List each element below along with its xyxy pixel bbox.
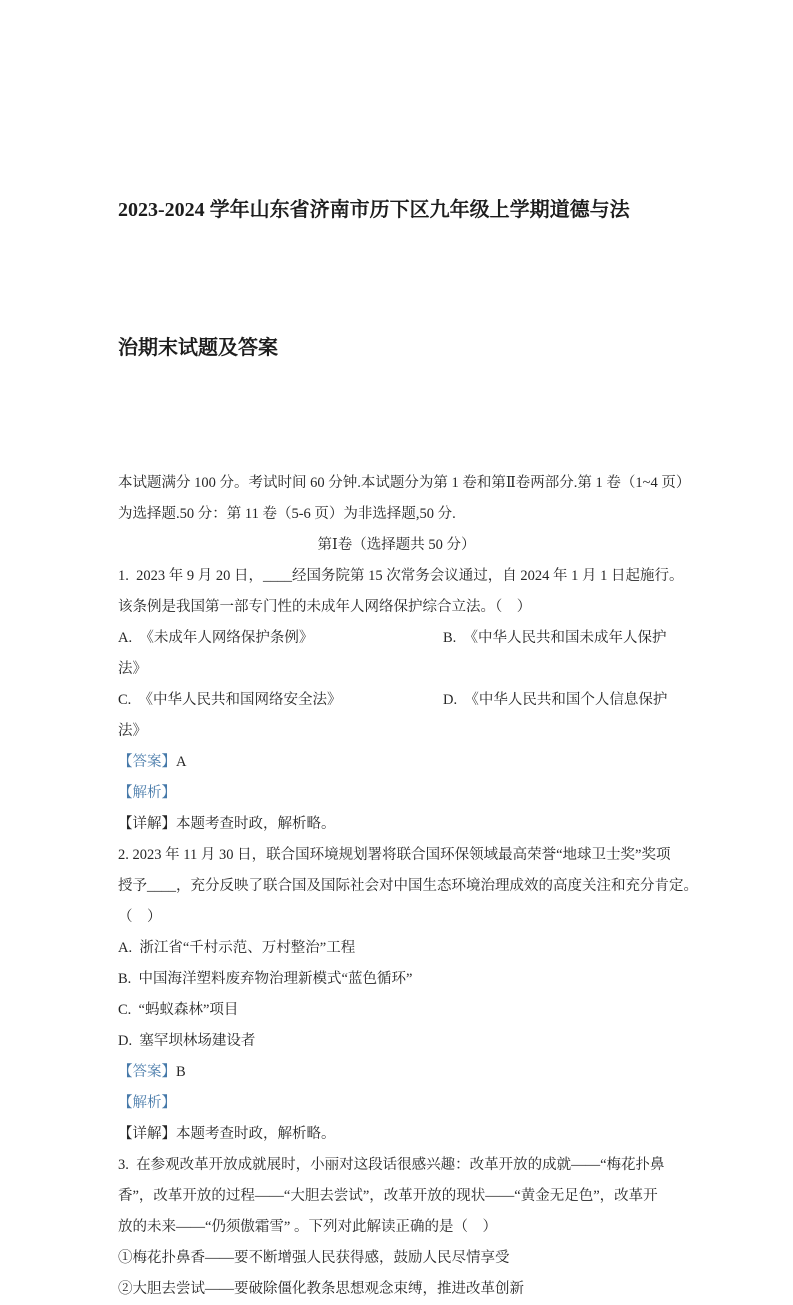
- q2-option-b: [118, 964, 675, 995]
- text-segment: 香”，改革开放的过程——“大胆去尝试”，改革开放的现状——“黄金无足色”，改革开: [118, 1188, 658, 1204]
- q1-option-b-continued: [118, 654, 675, 685]
- q1-analysis-label: [118, 778, 675, 809]
- q3-stem-line-2: [118, 1181, 675, 1212]
- text-segment: 第Ⅰ卷（选择题共 50 分）: [317, 537, 476, 553]
- text-segment: 放的未来——“仍须傲霜雪” 。下列对此解读正确的是（ ）: [118, 1219, 497, 1235]
- text-segment: 授予____，充分反映了联合国及国际社会对中国生态环境治理成效的高度关注和充分肯定。: [118, 878, 698, 894]
- q2-stem-line-1: [118, 840, 675, 871]
- q3-stem-line-1: [118, 1150, 675, 1181]
- text-segment: C. 《中华人民共和国网络安全法》: [118, 692, 342, 708]
- text-segment: C. “蚂蚁森林”项目: [118, 1002, 239, 1018]
- q2-option-a: [118, 933, 675, 964]
- q2-option-c: [118, 995, 675, 1026]
- text-segment: （ ）: [118, 909, 162, 925]
- text-segment: 1. 2023 年 9 月 20 日，____经国务院第 15 次常务会议通过，自 2024 年 1 月 1 日起施行。: [118, 568, 684, 584]
- text-segment: 【详解】本题考查时政，解析略。: [118, 816, 336, 832]
- text-segment: ①梅花扑鼻香——要不断增强人民获得感，鼓励人民尽情享受: [118, 1250, 510, 1266]
- text-segment: B. 中国海洋塑料废弃物治理新模式“蓝色循环”: [118, 971, 413, 987]
- q1-option-d-continued: [118, 716, 675, 747]
- q3-item-2: [118, 1274, 675, 1305]
- q1-explanation: [118, 809, 675, 840]
- document-title-line-1: 2023-2024 学年山东省济南市历下区九年级上学期道德与法: [118, 199, 630, 221]
- q2-option-d: [118, 1026, 675, 1057]
- text-segment: 法》: [118, 661, 147, 677]
- q3-stem-line-3: [118, 1212, 675, 1243]
- document-title: [118, 95, 675, 463]
- q1-options-c-d: [118, 685, 675, 716]
- text-segment: 法》: [118, 723, 147, 739]
- text-segment: B: [176, 1064, 186, 1080]
- exam-info-line-2: [118, 499, 675, 530]
- q2-stem-line-3: [118, 902, 675, 933]
- text-segment: B. 《中华人民共和国未成年人保护: [443, 630, 667, 646]
- text-segment: 该条例是我国第一部专门性的未成年人网络保护综合立法。（ ）: [118, 599, 532, 615]
- section-heading: [118, 530, 675, 561]
- text-segment: D. 《中华人民共和国个人信息保护: [443, 692, 668, 708]
- document-content: [118, 95, 698, 1305]
- q2-explanation: [118, 1119, 675, 1150]
- q1-answer: [118, 747, 675, 778]
- text-segment: D. 塞罕坝林场建设者: [118, 1033, 256, 1049]
- text-segment: ②大胆去尝试——要破除僵化教条思想观念束缚，推进改革创新: [118, 1281, 524, 1297]
- text-segment: 【详解】本题考查时政，解析略。: [118, 1126, 336, 1142]
- answer-marker: 【答案】: [118, 754, 176, 770]
- document-title-line-2: 治期末试题及答案: [118, 337, 278, 359]
- text-segment: A. 浙江省“千村示范、万村整治”工程: [118, 940, 356, 956]
- q2-stem-line-2: [118, 871, 698, 902]
- q2-analysis-label: [118, 1088, 675, 1119]
- q1-options-a-b: [118, 623, 675, 654]
- text-segment: 3. 在参观改革开放成就展时，小丽对这段话很感兴趣：改革开放的成就——“梅花扑鼻: [118, 1157, 665, 1173]
- text-segment: A: [176, 754, 187, 770]
- exam-info-line-1: [118, 468, 691, 499]
- q2-answer: [118, 1057, 675, 1088]
- q3-item-1: [118, 1243, 675, 1274]
- text-segment: 本试题满分 100 分。考试时间 60 分钟.本试题分为第 1 卷和第Ⅱ卷两部分.第 1 卷（1~4 页）: [118, 475, 691, 491]
- q1-stem-line-2: [118, 592, 675, 623]
- text-segment: A. 《未成年人网络保护条例》: [118, 630, 314, 646]
- document-lines: [118, 468, 698, 1305]
- text-segment: 为选择题.50 分：第 11 卷（5-6 页）为非选择题,50 分.: [118, 506, 456, 522]
- answer-marker: 【答案】: [118, 1064, 176, 1080]
- text-segment: 2. 2023 年 11 月 30 日，联合国环境规划署将联合国环保领域最高荣誉“地球卫士奖”奖项: [118, 847, 671, 863]
- answer-marker: 【解析】: [118, 1095, 176, 1111]
- q1-stem-line-1: [118, 561, 684, 592]
- answer-marker: 【解析】: [118, 785, 176, 801]
